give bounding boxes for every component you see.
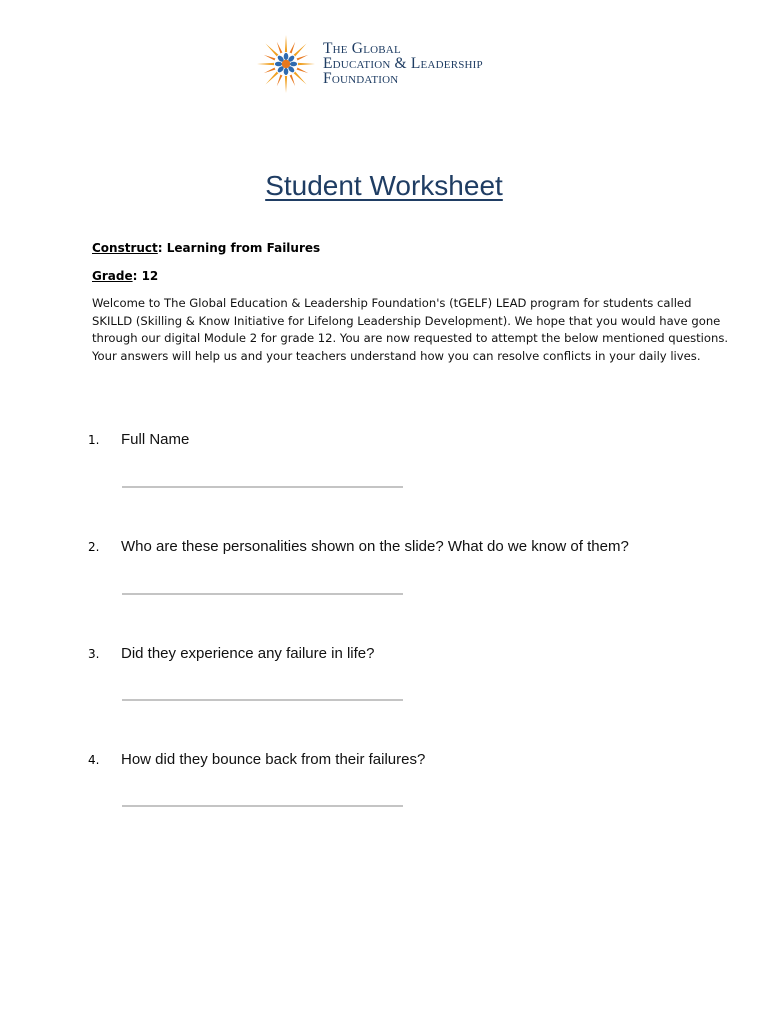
page-title: Student Worksheet [265,170,503,201]
question-number: 3. [88,647,100,661]
answer-line[interactable] [122,805,403,807]
answer-line[interactable] [122,486,403,488]
grade-value: : 12 [132,269,159,283]
sunburst-logo-icon [256,34,316,94]
grade-line [92,269,158,283]
question-text: Full Name [121,431,190,448]
construct-label: Construct [92,241,158,255]
question-text: How did they bounce back from their failures? [121,751,426,768]
construct-value: : Learning from Failures [157,241,321,255]
question-text: Did they experience any failure in life? [121,645,375,662]
question-number: 1. [88,433,100,447]
construct-line [92,241,320,255]
foundation-logo [256,34,516,94]
answer-line[interactable] [122,699,403,701]
question-number: 4. [88,753,100,767]
question-text: Who are these personalities shown on the slide? What do we know of them? [121,538,629,555]
logo-line-2: Education & Leadership [323,55,483,72]
intro-paragraph: Welcome to The Global Education & Leadership Foundation's (tGELF) LEAD program for students called SKILLD (Skilling & Know Initiative for Lifelong Leadership Development). We hope that you would have gone through our digital Module 2 for grade 12. You are now requested to attempt the below mentioned questions. Your answers will help us and your teachers understand how you can resolve conflicts in your daily lives. [92,296,729,363]
logo-wordmark [323,41,483,86]
question-number: 2. [88,540,100,554]
answer-line[interactable] [122,593,403,595]
logo-line-1: The Global [323,40,401,57]
grade-label: Grade [92,269,133,283]
logo-line-3: Foundation [323,70,399,87]
